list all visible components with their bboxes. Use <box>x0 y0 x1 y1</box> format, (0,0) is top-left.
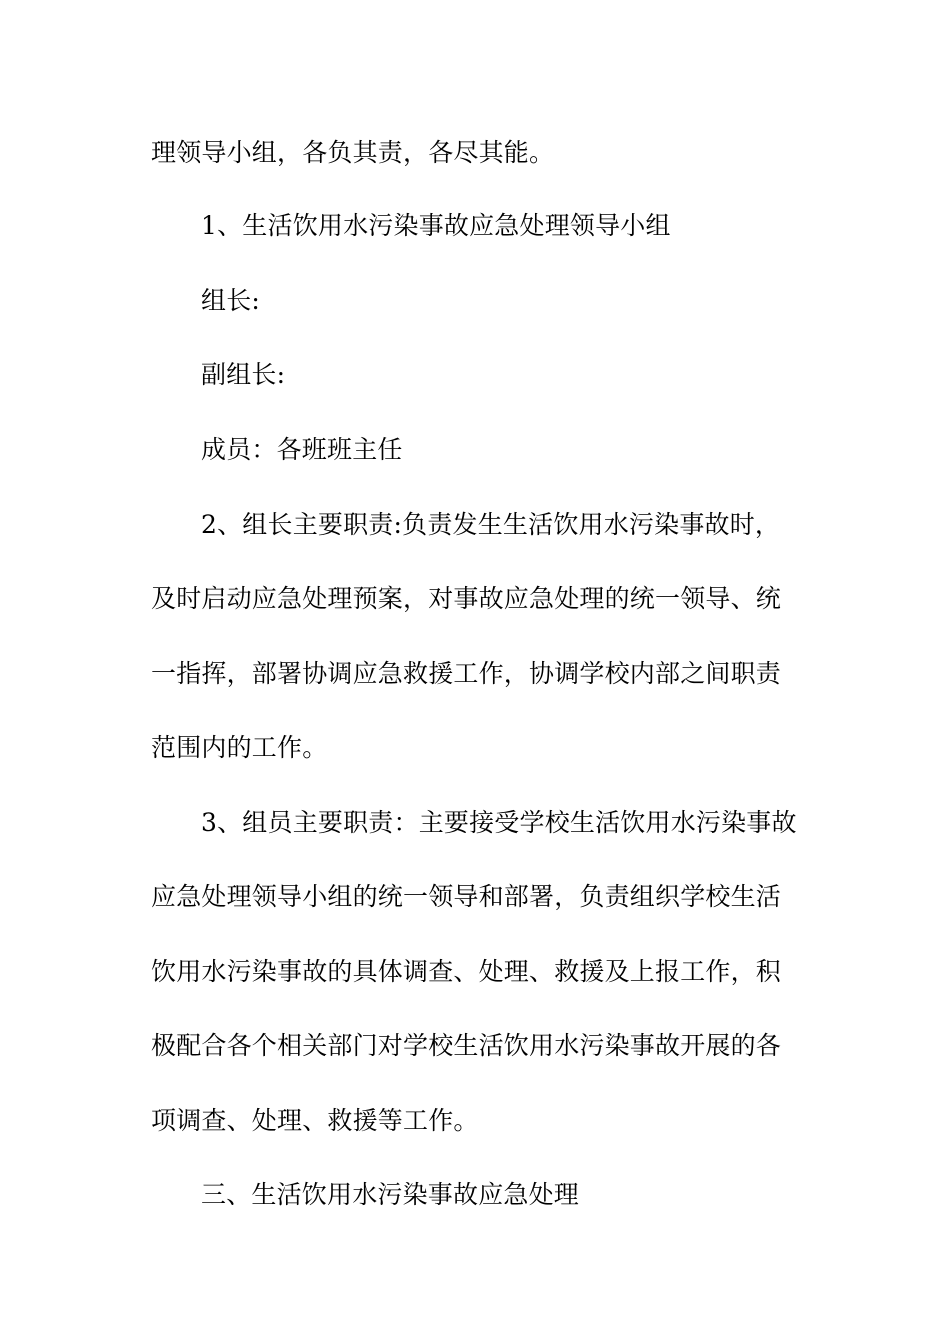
paragraph-line: 一指挥，部署协调应急救援工作，协调学校内部之间职责 <box>151 659 782 688</box>
paragraph-line: 范围内的工作。 <box>151 733 328 762</box>
paragraph-line: 应急处理领导小组的统一领导和部署，负责组织学校生活 <box>151 882 782 911</box>
members-line: 成员：各班班主任 <box>201 435 403 464</box>
group-leader-label: 组长: <box>201 286 261 315</box>
paragraph-line: 饮用水污染事故的具体调查、处理、救援及上报工作，积 <box>151 957 782 986</box>
deputy-leader-label: 副组长: <box>201 360 286 389</box>
paragraph-line: 理领导小组，各负其责，各尽其能。 <box>151 138 555 167</box>
paragraph-line: 及时启动应急处理预案，对事故应急处理的统一领导、统 <box>151 584 782 613</box>
paragraph-line: 项调查、处理、救援等工作。 <box>151 1106 479 1135</box>
section-heading-emergency-handling: 三、生活饮用水污染事故应急处理 <box>201 1180 580 1209</box>
paragraph-line: 3、组员主要职责：主要接受学校生活饮用水污染事故 <box>201 808 797 837</box>
paragraph-line: 2、组长主要职责:负责发生生活饮用水污染事故时， <box>201 510 781 539</box>
section-heading-leadership-group: 1、生活饮用水污染事故应急处理领导小组 <box>201 211 671 240</box>
paragraph-line: 极配合各个相关部门对学校生活饮用水污染事故开展的各 <box>151 1031 782 1060</box>
